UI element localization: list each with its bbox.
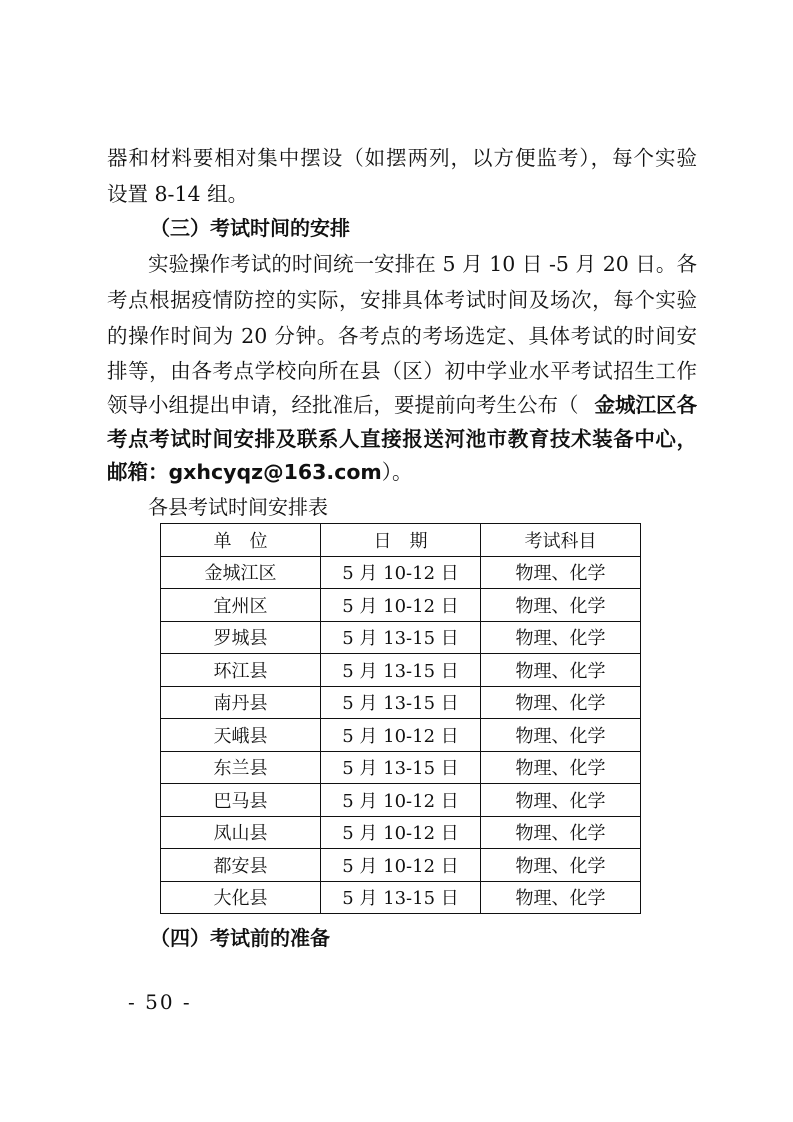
highlighted-text: 金城江区各 <box>594 393 697 417</box>
cell-date: 5 月 10-12 日 <box>321 849 481 882</box>
table-row <box>161 849 641 882</box>
paragraph-line: 设置 8-14 组。 <box>107 182 249 206</box>
cell-unit: 巴马县 <box>161 784 321 817</box>
page-number: - 50 - <box>128 990 192 1014</box>
paragraph-line <box>107 388 697 422</box>
paragraph-line: 排等，由各考点学校向所在县（区）初中学业水平考试招生工作 <box>107 359 697 383</box>
cell-date: 5 月 10-12 日 <box>321 556 481 589</box>
table-row <box>161 719 641 752</box>
cell-subject: 物理、化学 <box>481 751 641 784</box>
cell-date: 5 月 13-15 日 <box>321 751 481 784</box>
email-text: 邮箱：gxhcyqz@163.com <box>107 460 382 484</box>
table-row <box>161 751 641 784</box>
table-row <box>161 881 641 914</box>
table-row <box>161 589 641 622</box>
header-unit: 单 位 <box>161 524 321 557</box>
cell-subject: 物理、化学 <box>481 556 641 589</box>
cell-date: 5 月 13-15 日 <box>321 654 481 687</box>
cell-subject: 物理、化学 <box>481 849 641 882</box>
cell-date: 5 月 10-12 日 <box>321 589 481 622</box>
cell-subject: 物理、化学 <box>481 589 641 622</box>
cell-date: 5 月 13-15 日 <box>321 621 481 654</box>
cell-date: 5 月 13-15 日 <box>321 881 481 914</box>
table-body <box>161 556 641 914</box>
paragraph-line: 考点根据疫情防控的实际，安排具体考试时间及场次，每个实验 <box>107 288 697 312</box>
cell-unit: 宜州区 <box>161 589 321 622</box>
cell-date: 5 月 10-12 日 <box>321 784 481 817</box>
cell-subject: 物理、化学 <box>481 686 641 719</box>
table-row <box>161 686 641 719</box>
table-caption: 各县考试时间安排表 <box>148 495 328 519</box>
table-row <box>161 784 641 817</box>
header-date: 日 期 <box>321 524 481 557</box>
section-heading: （四）考试前的准备 <box>150 926 330 950</box>
cell-subject: 物理、化学 <box>481 881 641 914</box>
cell-unit: 东兰县 <box>161 751 321 784</box>
table-header-row <box>161 524 641 557</box>
paragraph-line: 器和材料要相对集中摆设（如摆两列，以方便监考），每个实验 <box>107 146 697 170</box>
cell-unit: 大化县 <box>161 881 321 914</box>
cell-unit: 环江县 <box>161 654 321 687</box>
cell-unit: 南丹县 <box>161 686 321 719</box>
table-row <box>161 816 641 849</box>
schedule-table <box>160 523 641 914</box>
section-heading: （三）考试时间的安排 <box>150 216 350 240</box>
paragraph-line: 实验操作考试的时间统一安排在 5 月 10 日 -5 月 20 日。各 <box>148 252 697 276</box>
paragraph-line <box>107 455 697 489</box>
cell-subject: 物理、化学 <box>481 816 641 849</box>
table-row <box>161 621 641 654</box>
cell-date: 5 月 10-12 日 <box>321 719 481 752</box>
table-row <box>161 654 641 687</box>
cell-date: 5 月 13-15 日 <box>321 686 481 719</box>
paragraph-line: 的操作时间为 20 分钟。各考点的考场选定、具体考试的时间安 <box>107 324 697 348</box>
paragraph-text: 领导小组提出申请，经批准后，要提前向考生公布（ <box>107 393 579 417</box>
table-row <box>161 556 641 589</box>
cell-unit: 都安县 <box>161 849 321 882</box>
cell-unit: 金城江区 <box>161 556 321 589</box>
cell-subject: 物理、化学 <box>481 719 641 752</box>
cell-subject: 物理、化学 <box>481 784 641 817</box>
paragraph-text: ）。 <box>381 460 413 484</box>
cell-subject: 物理、化学 <box>481 654 641 687</box>
highlighted-line: 考点考试时间安排及联系人直接报送河池市教育技术装备中心， <box>107 427 697 451</box>
cell-unit: 凤山县 <box>161 816 321 849</box>
cell-unit: 罗城县 <box>161 621 321 654</box>
cell-subject: 物理、化学 <box>481 621 641 654</box>
cell-unit: 天峨县 <box>161 719 321 752</box>
header-subject: 考试科目 <box>481 524 641 557</box>
cell-date: 5 月 10-12 日 <box>321 816 481 849</box>
